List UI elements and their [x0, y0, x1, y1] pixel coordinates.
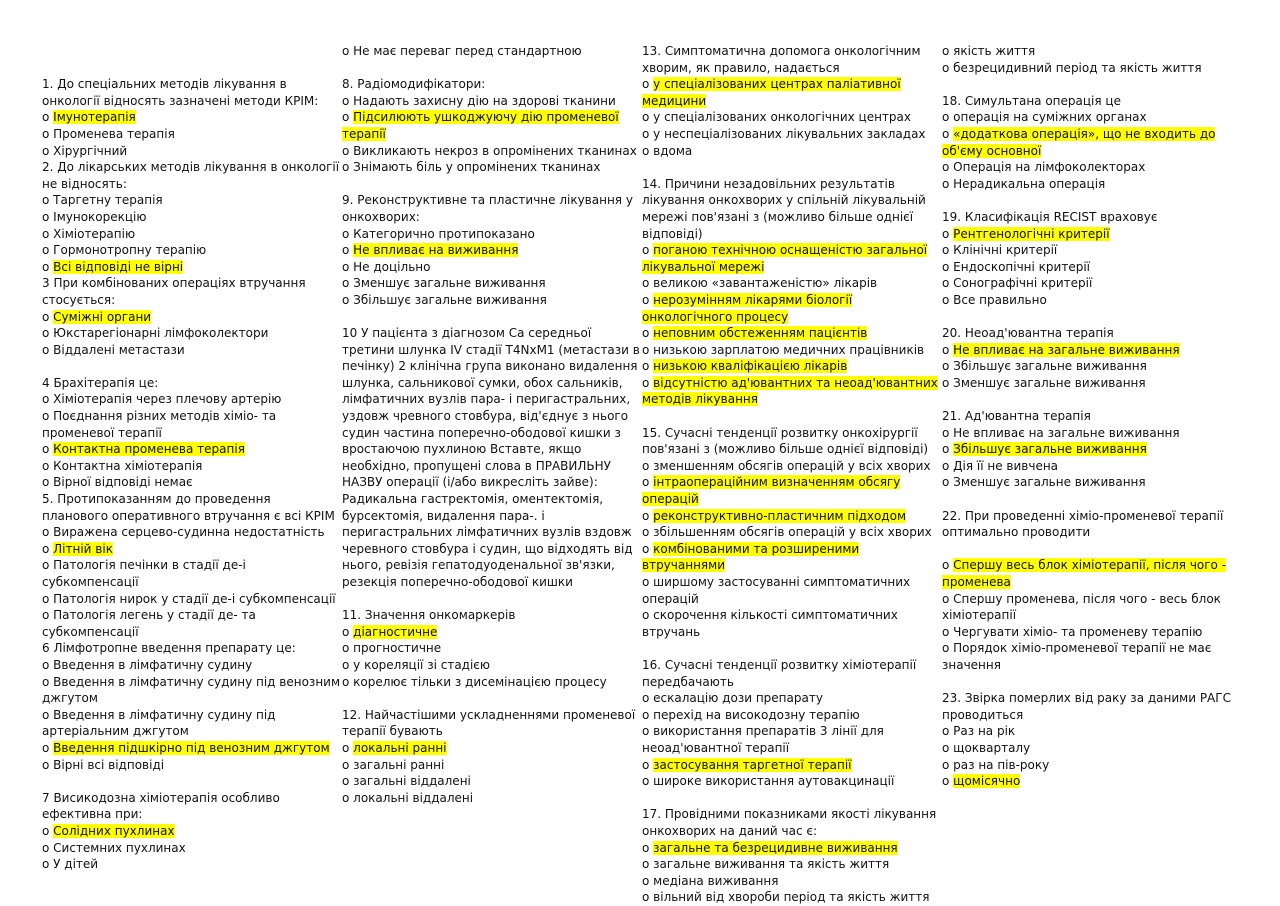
text-line — [942, 541, 1240, 558]
text-line: o ширшому застосуванні симптоматичних операцій — [642, 575, 911, 606]
text-line: o Клінічні критерії — [942, 243, 1058, 258]
text-line: o Введення в лімфатичну судину під артеріальним джгутом — [42, 707, 276, 739]
text-line: o Гормонотропну терапію — [42, 243, 207, 258]
highlighted-answer: Не впливає на загальне виживання — [953, 342, 1180, 357]
text-line: o Хіміотерапія через плечову артерію — [42, 392, 282, 407]
highlighted-answer-line — [42, 823, 340, 840]
highlighted-answer-line — [642, 375, 940, 408]
highlighted-answer-line — [942, 441, 1240, 458]
text-line: 4 Брахітерапія це: — [42, 375, 159, 390]
highlighted-answer-line — [642, 474, 940, 507]
text-line: 14. Причини незадовільних результатів лікування онкохворих у спільній лікувальній мережі пов'язані з (можливо більше однієї відповіді) — [642, 176, 926, 241]
text-line — [642, 640, 940, 657]
highlighted-answer-line — [42, 109, 340, 126]
text-line: o Операція на лімфоколекторах — [942, 160, 1146, 175]
text-line — [342, 690, 640, 707]
highlighted-answer-line — [642, 840, 940, 857]
text-line: o корелює тільки з дисемінацією процесу — [342, 674, 607, 689]
text-line: o раз на пів-року — [942, 757, 1050, 772]
text-line: o вільний від хвороби період та якість життя — [642, 890, 930, 905]
highlighted-answer-line — [942, 557, 1240, 590]
highlighted-answer: Літній вік — [53, 541, 113, 556]
highlighted-answer: Контактна променева терапія — [53, 442, 245, 457]
text-line: 12. Найчастішими ускладненнями променевої терапії бувають — [342, 707, 636, 739]
text-line: o збільшенням обсягів операцій у всіх хворих — [642, 525, 932, 540]
answer-bullet: o — [642, 326, 654, 341]
text-line: 20. Неоад'ювантна терапія — [942, 326, 1114, 341]
highlighted-answer-line — [42, 541, 340, 558]
text-line: o Зменшує загальне виживання — [942, 375, 1146, 390]
highlighted-answer-line — [642, 508, 940, 525]
highlighted-answer-line — [342, 624, 640, 641]
text-line — [342, 60, 640, 77]
highlighted-answer: «додаткова операція», що не входить до об'єму основної — [942, 126, 1216, 158]
text-line: o Надають захисну дію на здорові тканини — [342, 93, 616, 108]
text-line: o Ендоскопічні критерії — [942, 259, 1090, 274]
text-line — [942, 491, 1240, 508]
answer-bullet: o — [42, 541, 54, 556]
answer-bullet: o — [42, 309, 54, 324]
answer-bullet: o — [42, 823, 54, 838]
text-line: o Раз на рік — [942, 724, 1016, 739]
text-line: 6 Лімфотропне введення препарату це: — [42, 641, 296, 656]
text-line: o загальне виживання та якість життя — [642, 857, 890, 872]
text-line: o у кореляції зі стадією — [342, 657, 490, 672]
answer-bullet: o — [642, 359, 654, 374]
highlighted-answer-line — [642, 292, 940, 325]
highlighted-answer: реконструктивно-пластичним підходом — [653, 508, 906, 523]
highlighted-answer-line — [642, 242, 940, 275]
highlighted-answer-line — [342, 109, 640, 142]
highlighted-answer: поганою технічною оснащеністю загальної лікувальної мережі — [642, 243, 928, 274]
text-line: 1. До спеціальних методів лікування в онкології відносять зазначені методи КРІМ: — [42, 77, 319, 108]
text-line: Радикальна гастректомія, оментектомія, бурсектомія, видалення пара-. і перигастральних лімфатичних вузлів вздовж черевного стовбура і судин, що відходять від нього, ревізія гепатодуоденальної зв'язки, резекція поперечно-ободової кишки — [342, 492, 633, 589]
text-line: o Патологія нирок у стадії де-і субкомпенсації — [42, 591, 336, 606]
text-line: o Все правильно — [942, 292, 1047, 307]
text-line: o Патологія легень у стадії де- та субкомпенсації — [42, 608, 256, 639]
answer-bullet: o — [342, 740, 354, 755]
answer-bullet: o — [942, 342, 954, 357]
highlighted-answer-line — [942, 226, 1240, 243]
text-line: o великою «завантаженістю» лікарів — [642, 276, 878, 291]
answer-bullet: o — [642, 475, 654, 490]
text-column-2 — [342, 43, 640, 806]
text-line: o Збільшує загальне виживання — [342, 292, 547, 307]
text-line: o у спеціалізованих онкологічних центрах — [642, 110, 912, 125]
text-line: o У дітей — [42, 857, 99, 872]
text-line: o Спершу променева, після чого - весь блок хіміотерапії — [942, 591, 1221, 623]
text-line: 17. Провідними показниками якості лікування онкохворих на даний час є: — [642, 807, 937, 838]
highlighted-answer: Введення підшкірно під венозним джгутом — [53, 740, 330, 755]
highlighted-answer-line — [642, 358, 940, 375]
highlighted-answer: діагностичне — [353, 624, 438, 639]
text-line: o широке використання аутовакцинації — [642, 774, 895, 789]
highlighted-answer-line — [642, 76, 940, 109]
text-line: o ескалацію дози препарату — [642, 691, 823, 706]
highlighted-answer-line — [642, 325, 940, 342]
highlighted-answer: щомісячно — [953, 774, 1021, 789]
highlighted-answer: неповним обстеженням пацієнтів — [653, 326, 868, 341]
text-line: o Віддалені метастази — [42, 342, 185, 357]
text-line: o Не впливає на загальне виживання — [942, 425, 1180, 440]
answer-bullet: o — [942, 774, 954, 789]
text-line: o загальні віддалені — [342, 774, 471, 789]
text-line: o Таргетну терапія — [42, 193, 163, 208]
text-line — [42, 358, 340, 375]
text-line: 16. Сучасні тенденції розвитку хіміотерапії передбачають — [642, 657, 917, 689]
text-line: 22. При проведенні хіміо-променевої терапії оптимально проводити — [942, 508, 1224, 540]
text-line: o Контактна хіміотерапія — [42, 458, 203, 473]
text-line: 11. Значення онкомаркерів — [342, 608, 516, 623]
highlighted-answer: локальні ранні — [353, 740, 447, 755]
highlighted-answer-line — [942, 126, 1240, 159]
text-line: o Введення в лімфатичну судину під венозним джгутом — [42, 674, 341, 706]
text-line: o Викликають некроз в опромінених тканинах — [342, 143, 637, 158]
text-line — [342, 176, 640, 193]
text-line: 8. Радіомодифікатори: — [342, 77, 486, 92]
text-line: o Патологія печінки в стадії де-і субкомпенсації — [42, 558, 246, 589]
answer-bullet: o — [642, 508, 654, 523]
answer-bullet: o — [342, 110, 354, 125]
text-line: o Променева терапія — [42, 126, 175, 141]
highlighted-answer: відсутністю ад'ювантних та неоад'ювантних методів лікування — [642, 375, 938, 407]
highlighted-answer-line — [642, 757, 940, 774]
text-line: 10 У пацієнта з діагнозом Ca середньої третини шлунка IV стадії T4NxM1 (метастази в печінку) 2 клінічна група виконано видалення шлунка, сальникової сумки, обох сальників, лімфатичних вузлів пара- і перигастральних, уздовж чревного стовбура, від'єднує з нього судин частина поперечно-ободової кишки з вростаючою пухлиною Вставте, якщо необхідно, пропущені слова в ПРАВИЛЬНУ НАЗВУ операції (і/або викресліть зайве): — [342, 326, 640, 490]
answer-bullet: o — [942, 558, 954, 573]
text-line: o Вірні всі відповіді — [42, 757, 165, 772]
text-column-3 — [642, 43, 940, 906]
text-line — [942, 309, 1240, 326]
highlighted-answer: низькою кваліфікацією лікарів — [653, 359, 848, 374]
highlighted-answer: Суміжні органи — [53, 309, 152, 324]
text-line: 15. Сучасні тенденції розвитку онкохірургії пов'язані з (можливо більше однієї відповіді) — [642, 425, 929, 457]
text-line: o Виражена серцево-судинна недостатність — [42, 525, 325, 540]
text-line: o локальні віддалені — [342, 790, 474, 805]
text-line: 3 При комбінованих операціях втручання стосується: — [42, 276, 306, 307]
text-line: o якість життя — [942, 44, 1036, 58]
highlighted-answer-line — [642, 541, 940, 574]
text-line: o Системних пухлинах — [42, 840, 186, 855]
highlighted-answer: Спершу весь блок хіміотерапії, після чого - променева — [942, 558, 1227, 589]
answer-bullet: o — [642, 757, 654, 772]
highlighted-answer: застосування таргетної терапії — [653, 757, 852, 772]
text-line: o зменшенням обсягів операцій у всіх хворих — [642, 458, 931, 473]
text-line: o медіана виживання — [642, 873, 779, 888]
text-column-1 — [42, 43, 340, 873]
highlighted-answer: комбінованими та розширеними втручаннями — [642, 541, 860, 573]
text-line — [942, 192, 1240, 209]
text-line: o Юкстарегіонарні лімфоколектори — [42, 326, 269, 341]
text-line: o Нерадикальна операція — [942, 176, 1106, 191]
answer-bullet: o — [342, 624, 354, 639]
highlighted-answer: інтраопераційним визначенням обсягу операцій — [642, 475, 901, 507]
text-line: o прогностичне — [342, 641, 442, 656]
text-line: o Зменшує загальне виживання — [942, 475, 1146, 490]
text-line: o операція на суміжних органах — [942, 110, 1147, 125]
answer-bullet: o — [42, 442, 54, 457]
text-line: o Дія її не вивчена — [942, 458, 1059, 473]
highlighted-answer: нерозумінням лікарями біології онкологічного процесу — [642, 292, 853, 324]
text-line: o Хірургічний — [42, 143, 128, 158]
answer-bullet: o — [42, 110, 54, 125]
text-line — [942, 674, 1240, 691]
highlighted-answer-line — [42, 259, 340, 276]
text-line: o безрецидивний період та якість життя — [942, 60, 1202, 75]
text-line: o Категорично протипоказано — [342, 226, 535, 241]
answer-bullet: o — [642, 77, 654, 92]
text-line: o Вірної відповіді немає — [42, 475, 193, 490]
text-line: 9. Реконструктивне та пластичне лікування у онкохворих: — [342, 193, 633, 224]
text-line: 7 Висикодозна хіміотерапія особливо ефективна при: — [42, 790, 280, 822]
text-line: 18. Симультана операція це — [942, 93, 1121, 108]
text-line — [342, 591, 640, 608]
text-line: o вдома — [642, 143, 693, 158]
answer-bullet: o — [342, 243, 354, 258]
highlighted-answer: Рентгенологічні критерії — [953, 226, 1110, 241]
text-column-4 — [942, 43, 1240, 790]
text-line: o скорочення кількості симптоматичних втручань — [642, 608, 898, 639]
highlighted-answer: загальне та безрецидивне виживання — [653, 840, 898, 855]
text-line: o Чергувати хіміо- та променеву терапію — [942, 624, 1203, 639]
highlighted-answer: Солідних пухлинах — [53, 823, 175, 838]
text-line: o низькою зарплатою медичних працівників — [642, 342, 925, 357]
text-line — [342, 309, 640, 326]
text-line: o Сонографічні критерії — [942, 276, 1093, 291]
highlighted-answer-line — [942, 773, 1240, 790]
text-line — [642, 408, 940, 425]
text-line — [42, 773, 340, 790]
text-line: o у неспеціалізованих лікувальних закладах — [642, 126, 926, 141]
text-line: 13. Симптоматична допомога онкологічним хворим, як правило, надається — [642, 44, 921, 75]
answer-bullet: o — [42, 259, 54, 274]
text-line — [42, 43, 340, 60]
highlighted-answer: у спеціалізованих центрах паліативної медицини — [642, 77, 901, 108]
text-line — [642, 159, 940, 176]
answer-bullet: o — [642, 541, 654, 556]
highlighted-answer: Імунотерапія — [53, 110, 136, 125]
text-line: 5. Протипоказанням до проведення планового оперативного втручання є всі КРІМ — [42, 492, 335, 523]
text-line: o Збільшує загальне виживання — [942, 359, 1147, 374]
text-line — [42, 60, 340, 77]
highlighted-answer: Не впливає на виживання — [353, 243, 519, 258]
text-line: o перехід на високодозну терапію — [642, 707, 860, 722]
answer-bullet: o — [942, 442, 954, 457]
answer-bullet: o — [642, 840, 654, 855]
highlighted-answer-line — [42, 740, 340, 757]
highlighted-answer-line — [942, 342, 1240, 359]
text-line — [942, 76, 1240, 93]
text-line: 2. До лікарських методів лікування в онкології не відносять: — [42, 160, 340, 191]
text-line: 21. Ад'ювантна терапія — [942, 409, 1091, 424]
text-line: o Не має переваг перед стандартною — [342, 44, 582, 58]
text-line — [642, 790, 940, 807]
text-line: o Хіміотерапію — [42, 226, 136, 241]
answer-bullet: o — [942, 226, 954, 241]
text-line: o Поєднання різних методів хіміо- та променевої терапії — [42, 409, 277, 440]
answer-bullet: o — [42, 740, 54, 755]
text-line: o Не доцільно — [342, 259, 431, 274]
text-line — [942, 391, 1240, 408]
text-line: o Введення в лімфатичну судину — [42, 657, 253, 672]
answer-bullet: o — [642, 292, 654, 307]
highlighted-answer: Збільшує загальне виживання — [953, 442, 1147, 457]
text-line: o використання препаратів 3 лінії для неоад'ювантної терапії — [642, 724, 884, 755]
text-line: 23. Звірка померлих від раку за даними РАГС проводиться — [942, 691, 1231, 722]
text-line: o загальні ранні — [342, 757, 445, 772]
highlighted-answer-line — [42, 441, 340, 458]
text-line: o Зменшує загальне виживання — [342, 276, 546, 291]
highlighted-answer-line — [42, 309, 340, 326]
answer-bullet: o — [642, 243, 654, 258]
text-line: o Порядок хіміо-променевої терапії не має значення — [942, 641, 1212, 672]
highlighted-answer: Підсилюють ушкоджуючу дію променевої терапії — [342, 110, 619, 141]
answer-bullet: o — [942, 126, 954, 141]
answer-bullet: o — [642, 375, 654, 390]
text-line: o щокварталу — [942, 740, 1031, 755]
highlighted-answer-line — [342, 242, 640, 259]
text-line: o Імунокорекцію — [42, 209, 147, 224]
text-line: 19. Класифікація RECIST враховує — [942, 209, 1158, 224]
text-line: o Знімають біль у опромінених тканинах — [342, 160, 601, 175]
highlighted-answer-line — [342, 740, 640, 757]
highlighted-answer: Всі відповіді не вірні — [53, 259, 184, 274]
